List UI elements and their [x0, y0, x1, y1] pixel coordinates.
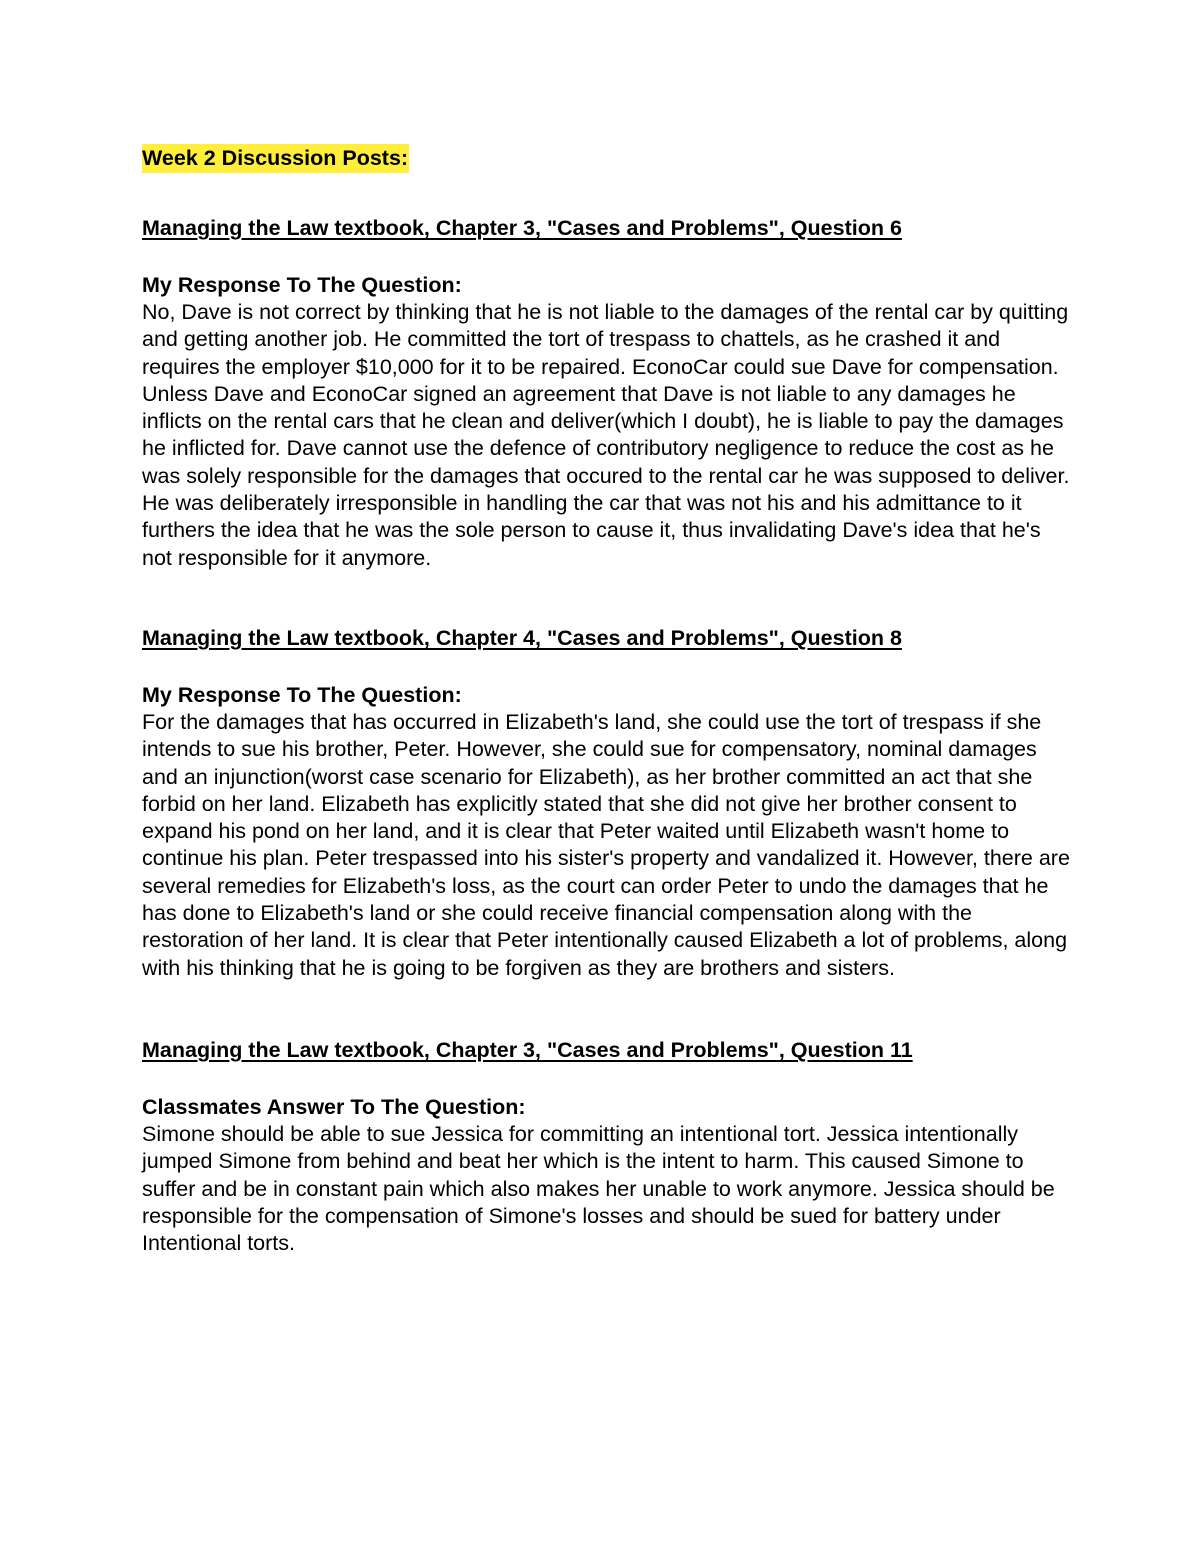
response-text: Simone should be able to sue Jessica for committing an intentional tort. Jessica intentionally jumped Simone from behind and beat her which is the intent to harm. This caused Simone to suffer and be in constant pain which also makes her unable to work anymore. Jessica should be responsible for the compensation of Simone's losses and should be sued for battery under Intentional torts.: [142, 1121, 1055, 1256]
title-highlight: Week 2 Discussion Posts:: [142, 144, 409, 173]
response-label: My Response To The Question:: [142, 682, 462, 707]
response-label: My Response To The Question:: [142, 273, 462, 297]
document-title: [142, 139, 1072, 177]
response-text: No, Dave is not correct by thinking that he is not liable to the damages of the rental car by quitting and getting another job. He committed the tort of trespass to chattels, as he crashed it and requires the employer $10,000 for it to be repaired. EconoCar could sue Dave for compensation. Unless Dave and EconoCar signed an agreement that Dave is not liable to any damages he inflicts on the rental cars that he clean and deliver(which I doubt), he is liable to pay the damages he inflicted for. Dave cannot use the defence of contributory negligence to reduce the cost as he was solely responsible for the damages that occured to the rental car he was supposed to deliver. He was deliberately irresponsible in handling the car that was not his and his admittance to it furthers the idea that he was the sole person to cause it, thus invalidating Dave's idea that he's not responsible for it anymore.: [142, 300, 1070, 570]
section-heading: Managing the Law textbook, Chapter 4, "Cases and Problems", Question 8: [142, 625, 902, 650]
response-text: For the damages that has occurred in Elizabeth's land, she could use the tort of trespass if she intends to sue his brother, Peter. However, she could sue for compensatory, nominal damages and an injunction(worst case scenario for Elizabeth), as her brother committed an act that she forbid on her land. Elizabeth has explicitly stated that she did not give her brother consent to expand his pond on her land, and it is clear that Peter waited until Elizabeth wasn't home to continue his plan. Peter trespassed into his sister's property and vandalized it. However, there are several remedies for Elizabeth's loss, as the court can order Peter to undo the damages that he has done to Elizabeth's land or she could receive financial compensation along with the restoration of her land. It is clear that Peter intentionally caused Elizabeth a lot of problems, along with his thinking that he is going to be forgiven as they are brothers and sisters.: [142, 709, 1070, 980]
section-heading: Managing the Law textbook, Chapter 3, "Cases and Problems", Question 6: [142, 216, 902, 240]
discussion-section: [142, 214, 1072, 572]
response-label: Classmates Answer To The Question:: [142, 1094, 526, 1119]
discussion-section: [142, 1036, 1072, 1257]
document-page: [142, 139, 1072, 1257]
section-heading: Managing the Law textbook, Chapter 3, "Cases and Problems", Question 11: [142, 1037, 913, 1062]
discussion-section: [142, 624, 1072, 982]
